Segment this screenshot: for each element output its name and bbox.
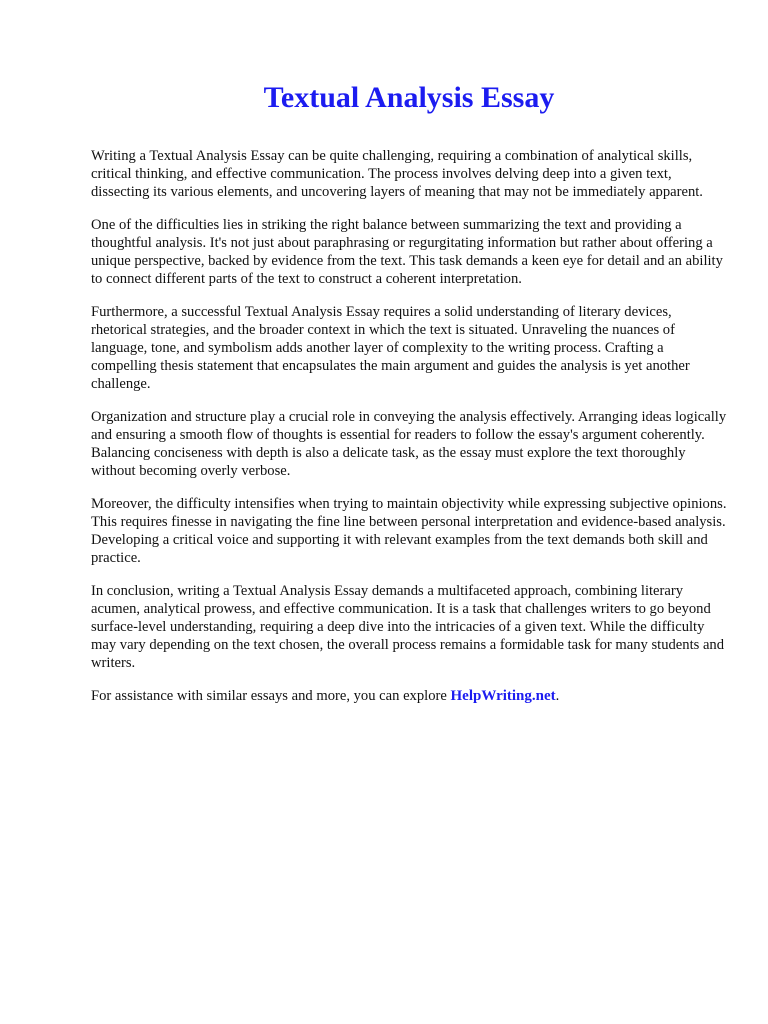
paragraph-1: Writing a Textual Analysis Essay can be quite challenging, requiring a combination of analytical skills, critical thinking, and effective communication. The process involves delving deep into a given text, dissecting its various elements, and uncovering layers of meaning that may not be immediately apparent. — [91, 148, 703, 200]
paragraph-3: Furthermore, a successful Textual Analysis Essay requires a solid understanding of literary devices, rhetorical strategies, and the broader context in which the text is situated. Unraveling the nuances of language, tone, and symbolism adds another layer of complexity to the writing process. Crafting a compelling thesis statement that encapsulates the main argument and guides the analysis is yet another challenge. — [91, 304, 690, 392]
paragraph-6: In conclusion, writing a Textual Analysis Essay demands a multifaceted approach, combining literary acumen, analytical prowess, and effective communication. It is a task that challenges writers to go beyond surface-level understanding, requiring a deep dive into the intricacies of a given text. While the difficulty may vary depending on the text chosen, the overall process remains a formidable task for many students and writers. — [91, 583, 725, 671]
paragraph-2: One of the difficulties lies in striking the right balance between summarizing the text and providing a thoughtful analysis. It's not just about paraphrasing or regurgitating information but rather about offering a unique perspective, backed by evidence from the text. This task demands a keen eye for detail and an ability to connect different parts of the text to construct a coherent interpretation. — [91, 217, 723, 287]
helpwriting-link[interactable]: HelpWriting.net — [450, 688, 556, 704]
footer-suffix: . — [555, 688, 560, 704]
paragraph-5: Moreover, the difficulty intensifies when trying to maintain objectivity while expressing subjective opinions. This requires finesse in navigating the fine line between personal interpretation and evidence-based analysis. Developing a critical voice and supporting it with relevant examples from the text demands both skill and practice. — [91, 496, 727, 566]
footer-note — [91, 687, 727, 705]
footer-prefix: For assistance with similar essays and more, you can explore — [91, 688, 451, 704]
essay-body — [91, 147, 727, 705]
paragraph-4: Organization and structure play a crucial role in conveying the analysis effectively. Arranging ideas logically and ensuring a smooth flow of thoughts is essential for readers to follow the essay's argument coherently. Balancing conciseness with depth is also a delicate task, as the essay must explore the text thoroughly without becoming overly verbose. — [91, 409, 727, 479]
page-title: Textual Analysis Essay — [263, 81, 555, 114]
